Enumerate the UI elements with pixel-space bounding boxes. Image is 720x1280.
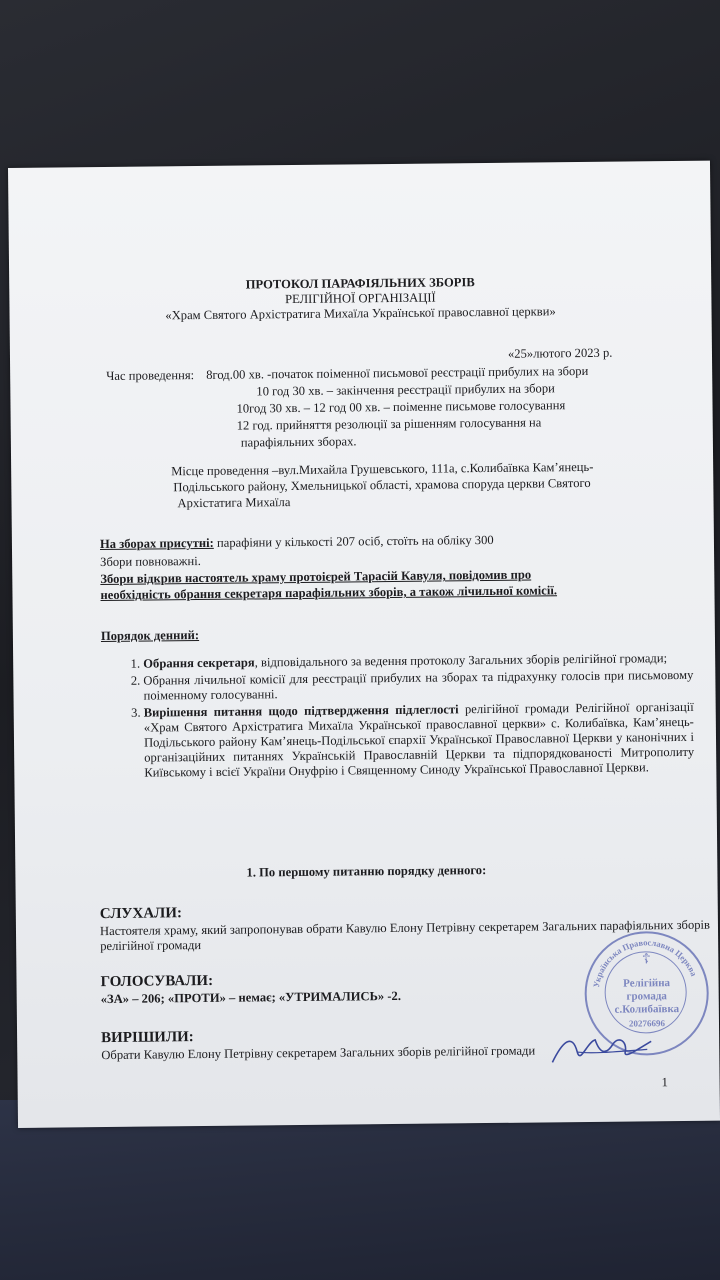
agenda-item [143, 668, 693, 704]
doc-organization: «Храм Святого Архістратига Михаїла Української православної церкви» [165, 304, 556, 323]
doc-date: «25»лютого 2023 р. [507, 345, 613, 361]
time-line: 12 год. прийняття резолюції за рішенням голосування на [236, 415, 542, 433]
signature-mark [547, 1021, 658, 1072]
voted-label: ГОЛОСУВАЛИ: [100, 972, 214, 991]
time-line: парафіяльних зборах. [240, 434, 357, 450]
time-label: Час проведення: [106, 368, 195, 383]
agenda-list [103, 651, 694, 783]
stamp-line: с.Колибаївка [614, 1003, 680, 1016]
present-label: На зборах присутні: [99, 535, 214, 552]
time-line: 10 год 30 хв. – закінчення реєстрації прибулих на збори [256, 381, 555, 399]
cross-icon: ☦ [641, 952, 651, 968]
agenda-item-text: , відповідального за ведення протоколу Загальних зборів релігійної громади; [254, 651, 668, 670]
place-line: Місце проведення –вул.Михайла Грушевського, 111а, с.Колибаївка Кам’янець- [171, 459, 594, 479]
decided-text: Обрати Кавулю Елону Петрівну секретарем Загальних зборів релігійної громади [101, 1043, 536, 1063]
place-line: Подільського району, Хмельницької області, храмова споруда церкви Святого [173, 475, 591, 495]
stamp-line: Релігійна [623, 977, 671, 990]
time-line: 8год.00 хв. -початок поіменної письмової реєстрації прибулих на збори [206, 363, 589, 382]
agenda-item-bold: Вирішення питання щодо підтвердження підлеглості [143, 702, 459, 720]
present-text: парафіяни у кількості 207 осіб, стоїть на обліку 300 [213, 532, 494, 550]
agenda-item-text: Обрання лічильної комісії для реєстрації прибулих на зборах та підрахунку голосів при письмовому поіменному голосуванні. [143, 667, 694, 703]
agenda-heading: Порядок денний: [100, 628, 200, 644]
document-page [8, 161, 720, 1128]
time-line: 10год 30 хв. – 12 год 00 хв. – поіменне письмове голосування [236, 398, 566, 416]
stamp-code: 20276696 [628, 1018, 666, 1029]
opened-line: Збори відкрив настоятель храму протоієрей Тарасій Кавуля, повідомив про [100, 567, 532, 587]
place-line: Архістатига Михаїла [177, 495, 291, 511]
agenda-item [144, 700, 695, 781]
agenda-item-text: релігійної громади Релігійної організації «Храм Святого Архістратига Михаїла Української православної церкви» с. Колибаївка, Кам’янець-Подільського району Кам’янець-Подільської єпархії Української Православної Церкви у канонічних і організаційних питаннях Українській Православній Церкви та підпорядкованості Митрополиту Київському і всієї України Онуфрію і Священному Синоду Української Православної Церкви. [143, 699, 695, 780]
heard-label: СЛУХАЛИ: [99, 905, 183, 923]
stamp-outer-text: Українська Православна Церква [591, 937, 700, 989]
doc-title: ПРОТОКОЛ ПАРАФІЯЛЬНИХ ЗБОРІВ [245, 275, 475, 292]
present-line [100, 533, 494, 552]
agenda-item-bold: Обрання секретаря [143, 655, 255, 671]
section1-heading: 1. По першому питанню порядку денного: [246, 863, 487, 880]
voted-text: «ЗА» – 206; «ПРОТИ» – немає; «УТРИМАЛИСЬ» -2. [100, 988, 402, 1007]
opened-line: необхідність обрання секретаря парафіяльних зборів, а також лічильної комісії. [100, 583, 558, 603]
page-number: 1 [661, 1075, 668, 1090]
decided-label: ВИРІШИЛИ: [101, 1029, 194, 1047]
doc-subtitle: РЕЛІГІЙНОЇ ОРГАНІЗАЦІЇ [284, 290, 436, 307]
quorum-text: Збори повноважні. [100, 554, 201, 570]
heard-text: Настоятеля храму, який запропонував обрати Кавулю Елону Петрівну секретарем Загальних парафіяльних зборів релігійної громади [99, 917, 711, 954]
stamp-line: громада [626, 990, 667, 1003]
